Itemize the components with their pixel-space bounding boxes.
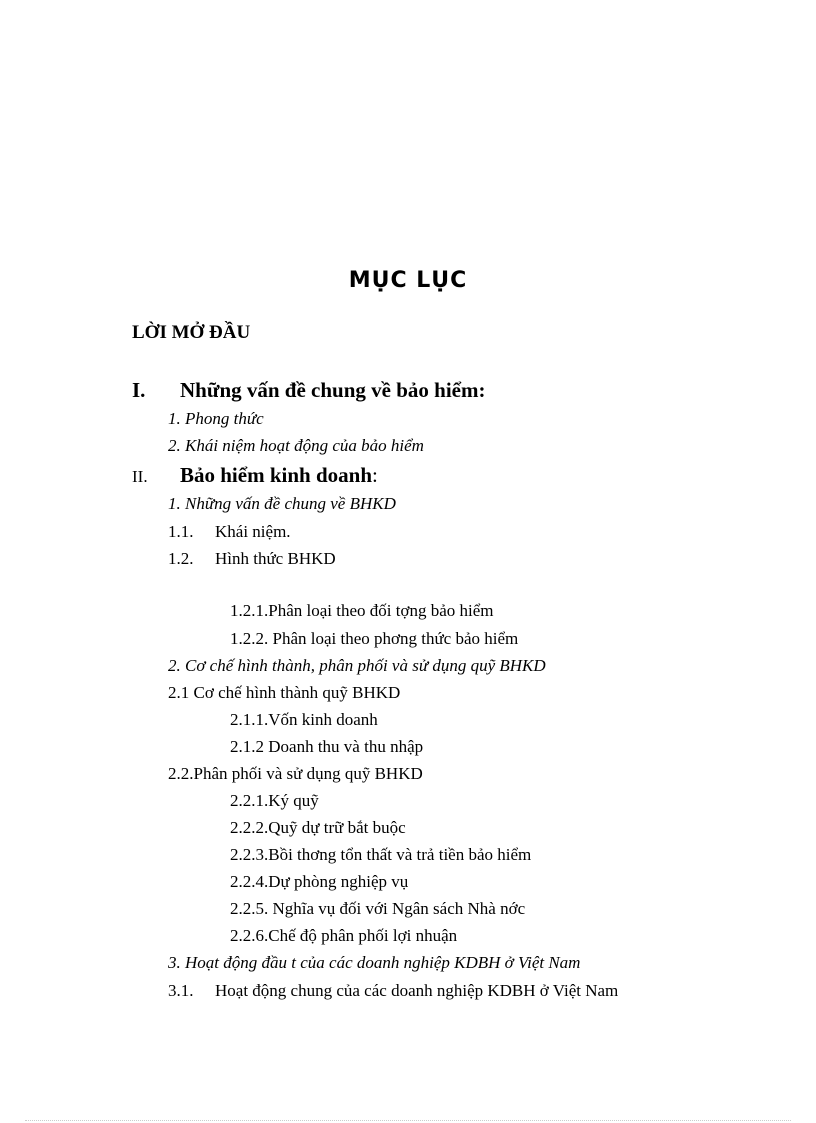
item-2-2-6: 2.2.6.Chế độ phân phối lợi nhuận [230, 926, 458, 945]
section-2-item-1: 1. Những vấn đề chung về BHKD [168, 494, 396, 513]
section-1-number: I. [132, 378, 146, 402]
item-2-1: 2.1 Cơ chế hình thành quỹ BHKD [168, 683, 401, 702]
section-1-item-2: 2. Khái niệm hoạt động của bảo hiểm [168, 436, 424, 455]
item-1-1-text: Khái niệm. [215, 522, 291, 541]
item-2-2-5: 2.2.5. Nghĩa vụ đối với Ngân sách Nhà nớc [230, 899, 526, 918]
section-1-heading [132, 378, 485, 403]
item-1-2-number: 1.2. [168, 549, 194, 568]
section-1-title: Những vấn đề chung về bảo hiểm: [180, 378, 486, 402]
item-2-2: 2.2.Phân phối và sử dụng quỹ BHKD [168, 764, 423, 783]
section-2-number: II. [132, 467, 148, 486]
item-2-2-2: 2.2.2.Quỹ dự trữ bắt buộc [230, 818, 406, 837]
item-1-1-number: 1.1. [168, 522, 194, 541]
item-2-2-4: 2.2.4.Dự phòng nghiệp vụ [230, 872, 409, 891]
item-2-1-2: 2.1.2 Doanh thu và thu nhập [230, 737, 424, 756]
item-3-1-number: 3.1. [168, 981, 194, 1000]
section-2-colon: : [372, 463, 378, 487]
toc-title: MỤC LỤC [348, 268, 468, 293]
item-2-1-1: 2.1.1.Vốn kinh doanh [230, 710, 378, 729]
item-1-2 [168, 549, 336, 569]
item-2-2-1: 2.2.1.Ký quỹ [230, 791, 319, 810]
item-1-2-1: 1.2.1.Phân loại theo đối tợng bảo hiểm [230, 601, 494, 620]
section-1-item-1: 1. Phong thức [168, 409, 264, 428]
item-1-1 [168, 522, 291, 542]
item-3-1 [168, 981, 618, 1001]
section-2-title: Bảo hiểm kinh doanh [180, 463, 372, 487]
item-2-2-3: 2.2.3.Bồi thơng tổn thất và trả tiền bảo hiểm [230, 845, 532, 864]
intro-heading: LỜI MỞ ĐẦU [132, 322, 251, 343]
section-2-item-3: 3. Hoạt động đầu t của các doanh nghiệp KDBH ở Việt Nam [168, 953, 581, 972]
page-bottom-border [25, 1120, 791, 1121]
item-1-2-2: 1.2.2. Phân loại theo phơng thức bảo hiểm [230, 629, 519, 648]
item-1-2-text: Hình thức BHKD [215, 549, 336, 568]
section-2-item-2: 2. Cơ chế hình thành, phân phối và sử dụng quỹ BHKD [168, 656, 546, 675]
section-2-heading [132, 463, 378, 488]
item-3-1-text: Hoạt động chung của các doanh nghiệp KDBH ở Việt Nam [215, 981, 619, 1000]
